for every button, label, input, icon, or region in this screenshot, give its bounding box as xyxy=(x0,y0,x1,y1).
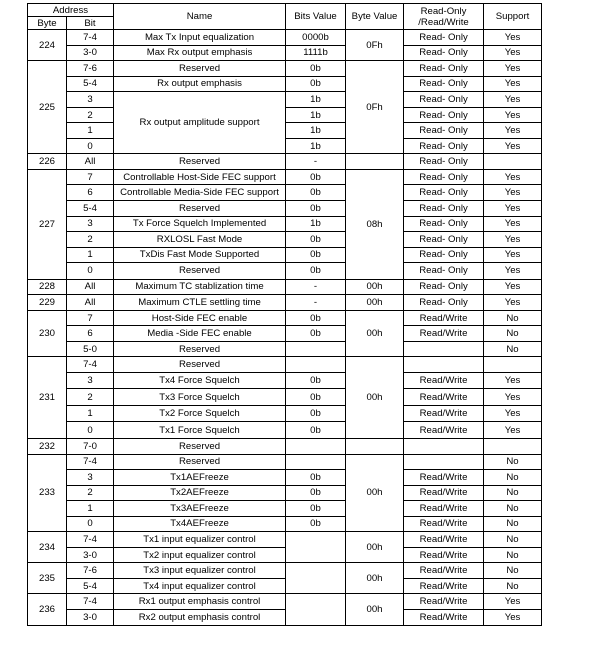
table-row xyxy=(28,232,542,248)
bits-value-cell: 0b xyxy=(286,389,346,406)
bit-cell: 3 xyxy=(67,372,114,389)
byte-value-header: Byte Value xyxy=(346,4,404,30)
byte-address-cell: 227 xyxy=(28,169,67,279)
access-cell: Read/Write xyxy=(404,405,484,422)
support-cell: Yes xyxy=(484,61,542,77)
bits-value-cell: 0b xyxy=(286,422,346,439)
table-row xyxy=(28,263,542,280)
byte-value-cell: 08h xyxy=(346,169,404,279)
bit-cell: 3 xyxy=(67,470,114,486)
access-cell: Read- Only xyxy=(404,279,484,295)
bit-cell: 2 xyxy=(67,107,114,123)
table-row xyxy=(28,247,542,263)
table-row xyxy=(28,594,542,610)
table-row xyxy=(28,454,542,470)
access-cell: Read- Only xyxy=(404,30,484,46)
table-row xyxy=(28,372,542,389)
bit-cell: 0 xyxy=(67,263,114,280)
support-cell: No xyxy=(484,454,542,470)
register-table xyxy=(27,3,542,626)
access-cell: Read/Write xyxy=(404,310,484,326)
bits-value-cell: 1b xyxy=(286,123,346,139)
access-cell: Read/Write xyxy=(404,372,484,389)
byte-address-cell: 226 xyxy=(28,154,67,170)
byte-value-cell: 00h xyxy=(346,563,404,594)
access-cell: Read/Write xyxy=(404,578,484,594)
access-header-line1: Read-Only xyxy=(420,5,467,17)
access-cell: Read- Only xyxy=(404,107,484,123)
byte-value-cell: 00h xyxy=(346,454,404,532)
bits-value-cell xyxy=(286,438,346,454)
byte-value-cell: 00h xyxy=(346,279,404,295)
bit-cell: 5-4 xyxy=(67,76,114,92)
bit-cell: 3-0 xyxy=(67,610,114,626)
bits-value-cell: 0b xyxy=(286,76,346,92)
bits-value-cell: 0b xyxy=(286,232,346,248)
bits-value-cell: 0b xyxy=(286,185,346,201)
byte-value-cell xyxy=(346,154,404,170)
support-cell: Yes xyxy=(484,185,542,201)
bit-cell: 1 xyxy=(67,405,114,422)
byte-value-cell xyxy=(346,438,404,454)
name-cell: Tx4AEFreeze xyxy=(114,516,286,532)
table-row xyxy=(28,279,542,295)
bit-cell: 7-4 xyxy=(67,357,114,373)
name-cell: Controllable Media-Side FEC support xyxy=(114,185,286,201)
byte-address-cell: 234 xyxy=(28,532,67,563)
table-row xyxy=(28,169,542,185)
access-cell: Read- Only xyxy=(404,185,484,201)
name-cell: Tx3AEFreeze xyxy=(114,501,286,517)
name-cell: Reserved xyxy=(114,61,286,77)
table-row xyxy=(28,405,542,422)
access-cell: Read- Only xyxy=(404,123,484,139)
access-cell xyxy=(404,357,484,373)
bit-cell: 3-0 xyxy=(67,45,114,61)
bits-value-header: Bits Value xyxy=(286,4,346,30)
support-cell: Yes xyxy=(484,594,542,610)
table-row xyxy=(28,470,542,486)
support-cell: Yes xyxy=(484,201,542,217)
name-cell: Media -Side FEC enable xyxy=(114,326,286,342)
access-header xyxy=(404,4,484,30)
bit-cell: 5-4 xyxy=(67,578,114,594)
support-header: Support xyxy=(484,4,542,30)
bit-cell: 5-0 xyxy=(67,341,114,357)
bits-value-cell: 0b xyxy=(286,405,346,422)
name-cell: Tx4 input equalizer control xyxy=(114,578,286,594)
bit-cell: 0 xyxy=(67,516,114,532)
table-row xyxy=(28,92,542,108)
bit-cell: 7-4 xyxy=(67,594,114,610)
bits-value-cell: 0b xyxy=(286,501,346,517)
byte-value-cell: 00h xyxy=(346,532,404,563)
bit-cell: 0 xyxy=(67,422,114,439)
access-cell: Read- Only xyxy=(404,76,484,92)
name-cell: Max Rx output emphasis xyxy=(114,45,286,61)
bits-value-cell: 1111b xyxy=(286,45,346,61)
support-cell xyxy=(484,438,542,454)
access-cell: Read- Only xyxy=(404,201,484,217)
bit-cell: 1 xyxy=(67,247,114,263)
name-cell: Max Tx Input equalization xyxy=(114,30,286,46)
bits-value-cell: 0b xyxy=(286,310,346,326)
access-cell: Read/Write xyxy=(404,547,484,563)
name-cell: Tx2 input equalizer control xyxy=(114,547,286,563)
table-row xyxy=(28,578,542,594)
table-row xyxy=(28,532,542,548)
table-row xyxy=(28,154,542,170)
name-cell: Tx Force Squelch Implemented xyxy=(114,216,286,232)
support-cell: Yes xyxy=(484,389,542,406)
name-cell: Rx2 output emphasis control xyxy=(114,610,286,626)
bits-value-cell: 0b xyxy=(286,169,346,185)
byte-value-cell: 0Fh xyxy=(346,61,404,154)
support-cell: Yes xyxy=(484,232,542,248)
bit-cell: 0 xyxy=(67,138,114,154)
support-cell xyxy=(484,154,542,170)
support-cell: Yes xyxy=(484,422,542,439)
table-row xyxy=(28,485,542,501)
bit-cell: 1 xyxy=(67,501,114,517)
bits-value-cell: 0b xyxy=(286,326,346,342)
bit-cell: 7-6 xyxy=(67,61,114,77)
name-cell: Tx3 Force Squelch xyxy=(114,389,286,406)
support-cell: Yes xyxy=(484,216,542,232)
bits-value-cell: 1b xyxy=(286,107,346,123)
access-cell: Read- Only xyxy=(404,216,484,232)
access-cell: Read- Only xyxy=(404,263,484,280)
name-cell: Tx1 input equalizer control xyxy=(114,532,286,548)
bits-value-cell: 0b xyxy=(286,247,346,263)
bits-value-cell xyxy=(286,341,346,357)
name-cell: Controllable Host-Side FEC support xyxy=(114,169,286,185)
byte-address-cell: 236 xyxy=(28,594,67,625)
table-row xyxy=(28,326,542,342)
support-cell: Yes xyxy=(484,247,542,263)
table-row xyxy=(28,501,542,517)
bits-value-cell: 0b xyxy=(286,470,346,486)
bit-cell: All xyxy=(67,154,114,170)
name-cell: Maximum CTLE settling time xyxy=(114,295,286,311)
support-cell: Yes xyxy=(484,45,542,61)
bits-value-cell: - xyxy=(286,154,346,170)
name-cell: Maximum TC stablization time xyxy=(114,279,286,295)
table-row xyxy=(28,310,542,326)
byte-address-cell: 228 xyxy=(28,279,67,295)
byte-address-cell: 235 xyxy=(28,563,67,594)
bits-value-cell xyxy=(286,532,346,563)
table-row xyxy=(28,516,542,532)
support-cell: Yes xyxy=(484,279,542,295)
bit-cell: 6 xyxy=(67,185,114,201)
support-cell: No xyxy=(484,470,542,486)
name-cell: Reserved xyxy=(114,263,286,280)
name-cell: TxDis Fast Mode Supported xyxy=(114,247,286,263)
bit-cell: 1 xyxy=(67,123,114,139)
support-cell: No xyxy=(484,501,542,517)
bit-cell: 2 xyxy=(67,485,114,501)
support-cell: Yes xyxy=(484,92,542,108)
access-cell: Read/Write xyxy=(404,485,484,501)
access-cell xyxy=(404,341,484,357)
support-cell: Yes xyxy=(484,169,542,185)
bit-cell: 3-0 xyxy=(67,547,114,563)
name-cell: Tx2AEFreeze xyxy=(114,485,286,501)
access-cell: Read/Write xyxy=(404,422,484,439)
support-cell: Yes xyxy=(484,123,542,139)
bits-value-cell: 1b xyxy=(286,216,346,232)
bit-cell: 7 xyxy=(67,169,114,185)
bit-header: Bit xyxy=(67,17,114,30)
access-cell: Read- Only xyxy=(404,45,484,61)
byte-address-cell: 233 xyxy=(28,454,67,532)
access-cell xyxy=(404,438,484,454)
access-cell: Read/Write xyxy=(404,610,484,626)
support-cell: Yes xyxy=(484,138,542,154)
byte-value-cell: 00h xyxy=(346,594,404,625)
support-cell: Yes xyxy=(484,295,542,311)
byte-value-cell: 00h xyxy=(346,357,404,439)
bit-cell: 7 xyxy=(67,310,114,326)
access-cell: Read- Only xyxy=(404,92,484,108)
byte-address-cell: 232 xyxy=(28,438,67,454)
name-cell: Tx1AEFreeze xyxy=(114,470,286,486)
byte-address-cell: 225 xyxy=(28,61,67,154)
access-cell: Read/Write xyxy=(404,563,484,579)
table-row xyxy=(28,30,542,46)
support-cell: Yes xyxy=(484,405,542,422)
access-cell: Read- Only xyxy=(404,169,484,185)
table-row xyxy=(28,341,542,357)
bits-value-cell: 0b xyxy=(286,61,346,77)
table-row xyxy=(28,563,542,579)
address-header: Address xyxy=(28,4,114,17)
support-cell: No xyxy=(484,532,542,548)
byte-address-cell: 224 xyxy=(28,30,67,61)
bit-cell: 2 xyxy=(67,389,114,406)
bits-value-cell xyxy=(286,454,346,470)
name-header: Name xyxy=(114,4,286,30)
table-row xyxy=(28,61,542,77)
access-cell: Read- Only xyxy=(404,247,484,263)
support-cell: No xyxy=(484,547,542,563)
bits-value-cell: 0b xyxy=(286,516,346,532)
bits-value-cell xyxy=(286,357,346,373)
table-row xyxy=(28,295,542,311)
bits-value-cell xyxy=(286,563,346,594)
access-header-line2: /Read/Write xyxy=(418,16,469,28)
access-cell: Read/Write xyxy=(404,470,484,486)
bits-value-cell: 0b xyxy=(286,485,346,501)
register-table-container xyxy=(27,3,542,626)
access-cell: Read/Write xyxy=(404,532,484,548)
support-cell: Yes xyxy=(484,107,542,123)
table-row xyxy=(28,185,542,201)
byte-value-cell: 00h xyxy=(346,295,404,311)
name-cell: Rx output amplitude support xyxy=(114,92,286,154)
table-row xyxy=(28,422,542,439)
table-row xyxy=(28,547,542,563)
byte-address-cell: 231 xyxy=(28,357,67,439)
name-cell: Tx4 Force Squelch xyxy=(114,372,286,389)
access-cell: Read/Write xyxy=(404,389,484,406)
table-body xyxy=(28,30,542,626)
name-cell: Reserved xyxy=(114,357,286,373)
bit-cell: 2 xyxy=(67,232,114,248)
support-cell: Yes xyxy=(484,263,542,280)
access-cell: Read- Only xyxy=(404,138,484,154)
table-row xyxy=(28,76,542,92)
bit-cell: 7-4 xyxy=(67,454,114,470)
table-row xyxy=(28,216,542,232)
bits-value-cell: 1b xyxy=(286,138,346,154)
bits-value-cell: - xyxy=(286,279,346,295)
support-cell: Yes xyxy=(484,610,542,626)
name-cell: Tx1 Force Squelch xyxy=(114,422,286,439)
bit-cell: 5-4 xyxy=(67,201,114,217)
bit-cell: 7-4 xyxy=(67,532,114,548)
byte-value-cell: 0Fh xyxy=(346,30,404,61)
support-cell: Yes xyxy=(484,372,542,389)
support-cell xyxy=(484,357,542,373)
byte-address-cell: 229 xyxy=(28,295,67,311)
access-cell: Read/Write xyxy=(404,594,484,610)
table-row xyxy=(28,45,542,61)
bit-cell: 3 xyxy=(67,216,114,232)
name-cell: Reserved xyxy=(114,201,286,217)
support-cell: No xyxy=(484,326,542,342)
bits-value-cell xyxy=(286,594,346,625)
support-cell: No xyxy=(484,485,542,501)
bits-value-cell: 0b xyxy=(286,263,346,280)
access-cell: Read/Write xyxy=(404,501,484,517)
table-row xyxy=(28,357,542,373)
table-row xyxy=(28,438,542,454)
bits-value-cell: 0000b xyxy=(286,30,346,46)
bit-cell: 7-6 xyxy=(67,563,114,579)
support-cell: Yes xyxy=(484,76,542,92)
bits-value-cell: 1b xyxy=(286,92,346,108)
access-cell: Read- Only xyxy=(404,61,484,77)
table-row xyxy=(28,610,542,626)
access-cell: Read- Only xyxy=(404,295,484,311)
bit-cell: 6 xyxy=(67,326,114,342)
access-cell xyxy=(404,454,484,470)
bit-cell: 3 xyxy=(67,92,114,108)
bit-cell: All xyxy=(67,295,114,311)
byte-value-cell: 00h xyxy=(346,310,404,357)
table-header xyxy=(28,4,542,30)
byte-header: Byte xyxy=(28,17,67,30)
access-cell: Read- Only xyxy=(404,154,484,170)
bits-value-cell: 0b xyxy=(286,372,346,389)
access-cell: Read/Write xyxy=(404,516,484,532)
name-cell: RXLOSL Fast Mode xyxy=(114,232,286,248)
byte-address-cell: 230 xyxy=(28,310,67,357)
support-cell: No xyxy=(484,310,542,326)
name-cell: Rx1 output emphasis control xyxy=(114,594,286,610)
access-cell: Read- Only xyxy=(404,232,484,248)
support-cell: No xyxy=(484,563,542,579)
bit-cell: 7-4 xyxy=(67,30,114,46)
name-cell: Tx3 input equalizer control xyxy=(114,563,286,579)
table-row xyxy=(28,389,542,406)
bits-value-cell: - xyxy=(286,295,346,311)
name-cell: Reserved xyxy=(114,438,286,454)
table-row xyxy=(28,201,542,217)
support-cell: Yes xyxy=(484,30,542,46)
access-cell: Read/Write xyxy=(404,326,484,342)
name-cell: Host-Side FEC enable xyxy=(114,310,286,326)
name-cell: Reserved xyxy=(114,454,286,470)
bit-cell: 7-0 xyxy=(67,438,114,454)
name-cell: Reserved xyxy=(114,154,286,170)
bit-cell: All xyxy=(67,279,114,295)
support-cell: No xyxy=(484,341,542,357)
bits-value-cell: 0b xyxy=(286,201,346,217)
name-cell: Reserved xyxy=(114,341,286,357)
support-cell: No xyxy=(484,516,542,532)
support-cell: No xyxy=(484,578,542,594)
name-cell: Tx2 Force Squelch xyxy=(114,405,286,422)
name-cell: Rx output emphasis xyxy=(114,76,286,92)
